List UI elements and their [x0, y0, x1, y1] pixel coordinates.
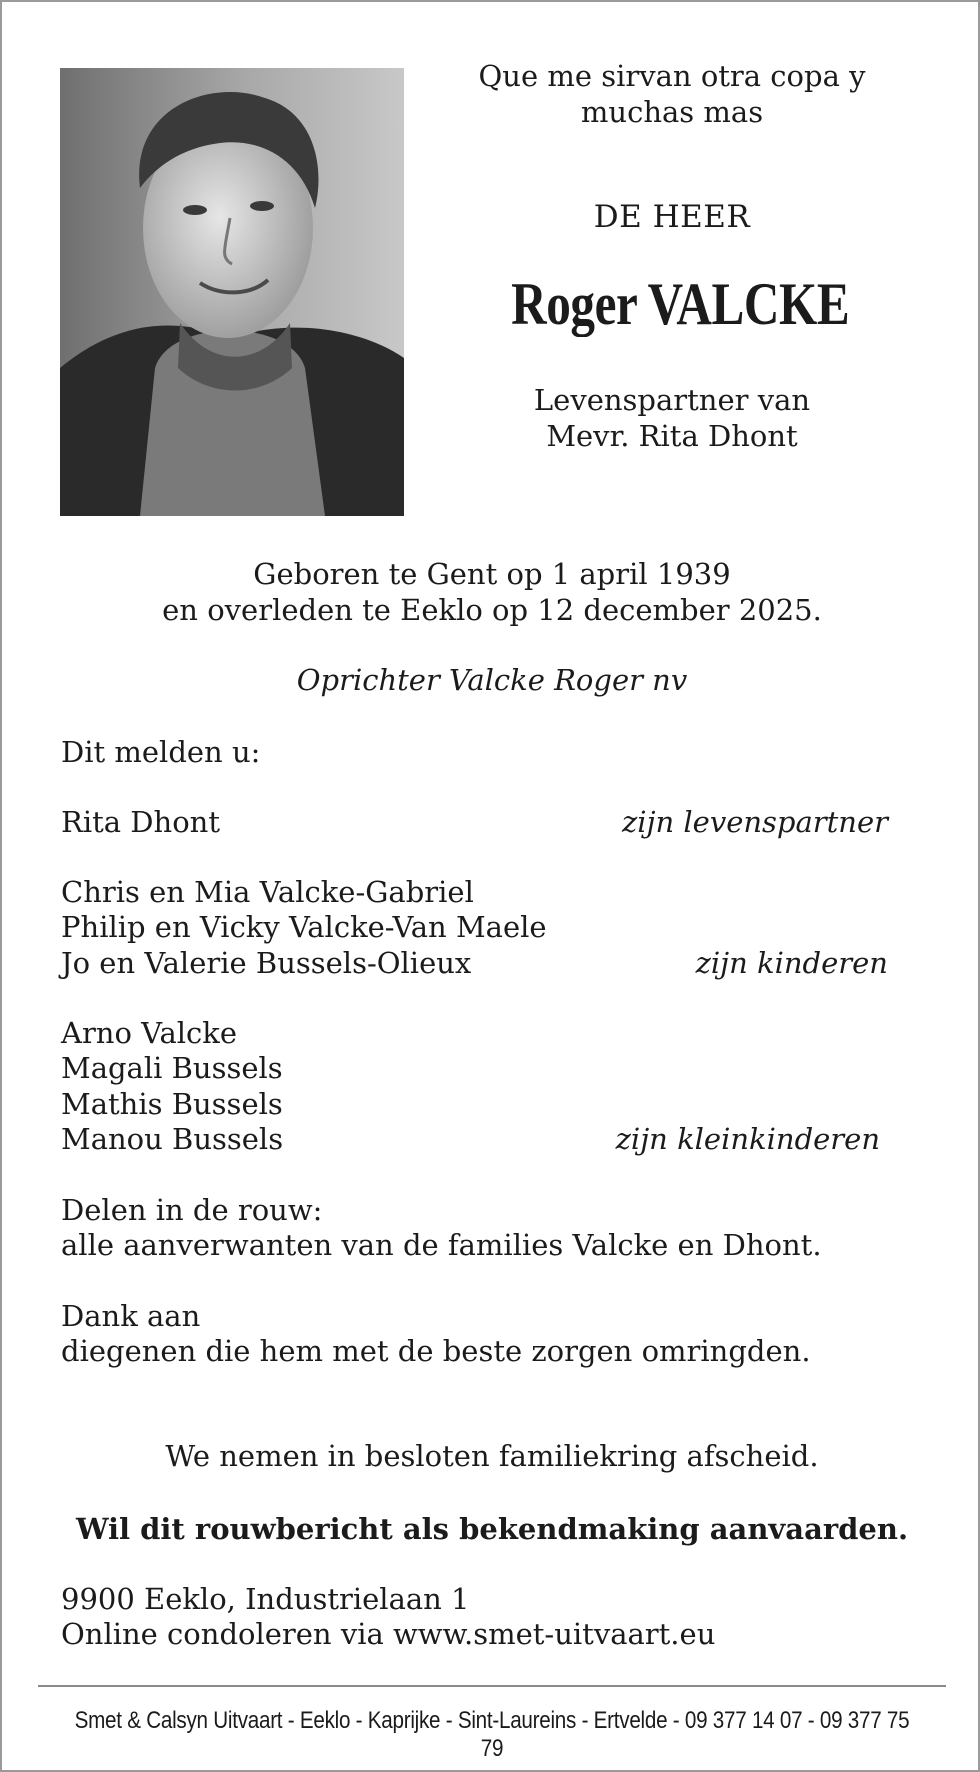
family-name: Magali Bussels [61, 1051, 283, 1085]
partner-line-1: Levenspartner van [533, 383, 811, 417]
relation-children: zijn kinderen [695, 946, 888, 980]
mourning-heading: Delen in de rouw: [61, 1193, 323, 1227]
partner-line-2: Mevr. Rita Dhont [546, 419, 798, 453]
relation-partner: zijn levenspartner [621, 805, 888, 839]
farewell-line: We nemen in besloten familiekring afscheid. [165, 1439, 819, 1473]
partner-of [432, 382, 912, 454]
deceased-name: Roger VALCKE [511, 271, 850, 337]
quote-line-2: muchas mas [580, 95, 764, 129]
mourning-text: alle aanverwanten van de families Valcke en Dhont. [61, 1228, 822, 1262]
footer-funeral-home: Smet & Calsyn Uitvaart - Eeklo - Kaprijke - Sint-Laureins - Ertvelde - 09 377 14 07 - 09 377 75 79 [74, 1707, 910, 1762]
family-name: Rita Dhont [61, 805, 220, 839]
contact-online: Online condoleren via www.smet-uitvaart.eu [61, 1617, 716, 1651]
portrait-photo [60, 68, 404, 516]
family-name: Jo en Valerie Bussels-Olieux [61, 946, 472, 980]
birth-death-dates [2, 556, 980, 628]
quote [432, 58, 912, 130]
thanks-heading: Dank aan [61, 1299, 201, 1333]
quote-line-1: Que me sirvan otra copa y [478, 59, 866, 93]
relation-grandchildren: zijn kleinkinderen [615, 1122, 880, 1156]
family-name: Mathis Bussels [61, 1087, 283, 1121]
thanks-text: diegenen die hem met de beste zorgen omringden. [61, 1334, 811, 1368]
birth-line: Geboren te Gent op 1 april 1939 [253, 557, 731, 591]
family-name: Chris en Mia Valcke-Gabriel [61, 875, 474, 909]
family-name: Philip en Vicky Valcke-Van Maele [61, 910, 547, 944]
notice-line: Wil dit rouwbericht als bekendmaking aanvaarden. [75, 1512, 909, 1546]
title-de-heer: DE HEER [593, 199, 751, 235]
family-name: Manou Bussels [61, 1122, 284, 1156]
announce-line: Dit melden u: [61, 735, 261, 769]
contact-address: 9900 Eeklo, Industrielaan 1 [61, 1582, 470, 1616]
footer-divider [38, 1685, 946, 1687]
death-line: en overleden te Eeklo op 12 december 2025. [162, 593, 822, 627]
family-name: Arno Valcke [61, 1016, 237, 1050]
founder-line: Oprichter Valcke Roger nv [296, 663, 688, 697]
